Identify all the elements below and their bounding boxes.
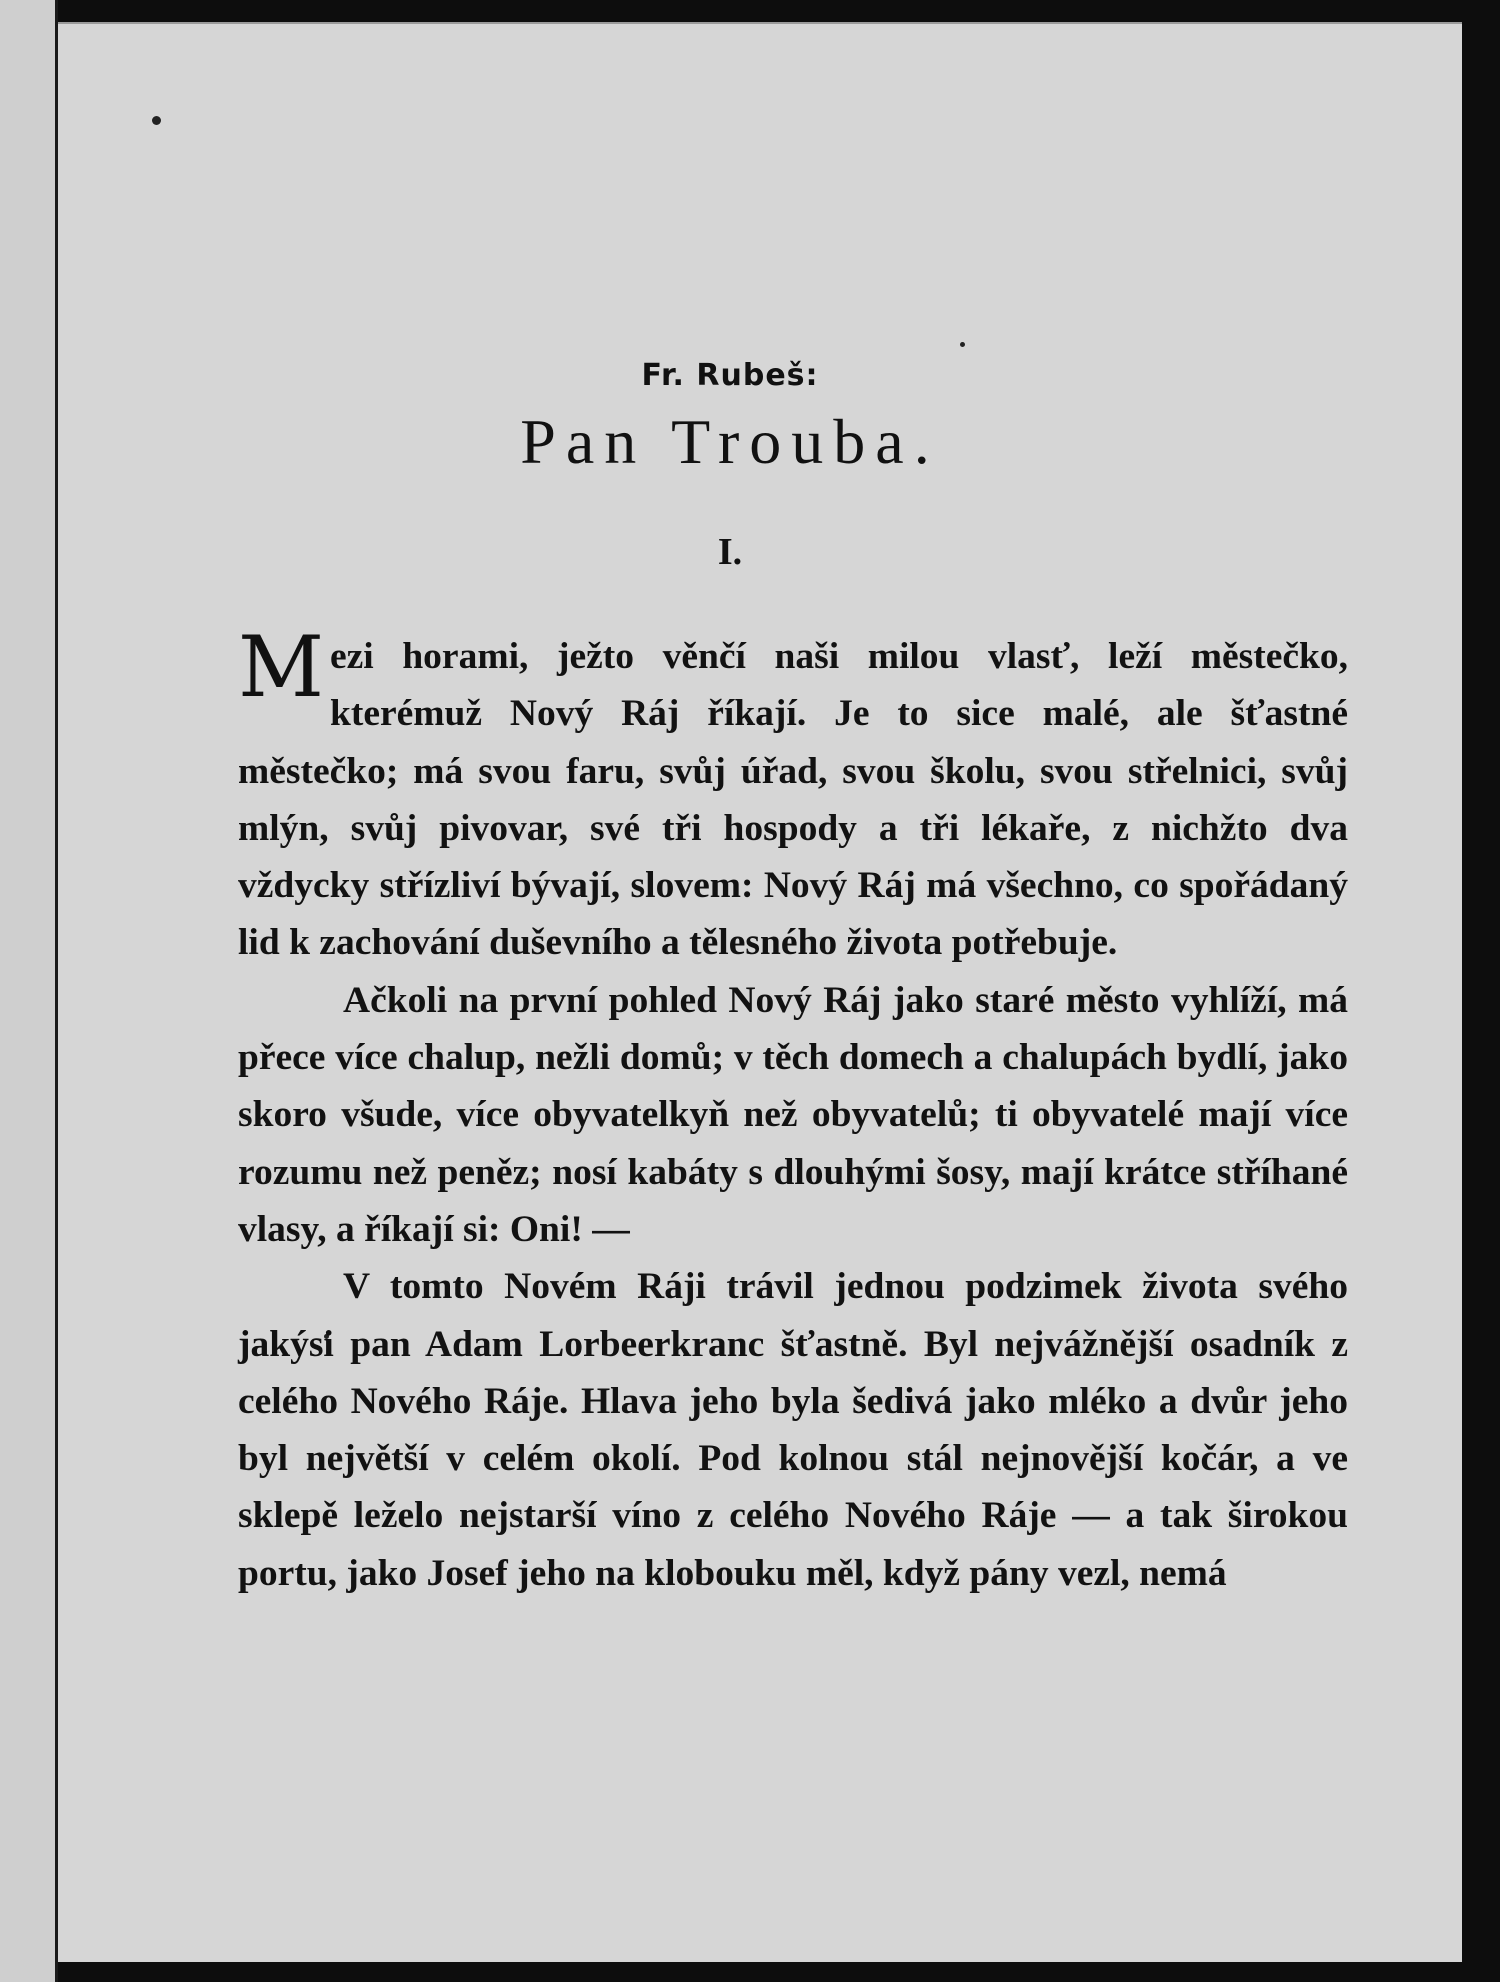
adjacent-page-edge [0, 0, 58, 1982]
paragraph-1-text: ezi horami, ježto věnčí naši milou vlasť, leží městečko, kterémuž Nový Ráj říkají. Je to sice malé, ale šťastné městečko; má svou faru, svůj úřad, svou školu, svou střelnici, svůj mlýn, svůj pivovar, své tři hospody a tři lékaře, z nichžto dva vždycky střízliví bývají, slovem: Nový Ráj má všechno, co spořádaný lid k zachování duševního a tělesného života potřebuje. [238, 636, 1348, 964]
paragraph-2: Ačkoli na první pohled Nový Ráj jako staré město vyhlíží, má přece více chalup, nežli domů; v těch domech a chalupách bydlí, jako skoro všude, více obyvatelkyň než obyvatelů; ti obyvatelé mají více rozumu než peněz; nosí kabáty s dlouhými šosy, mají krátce stříhané vlasy, a říkají si: Oni! — [238, 979, 1348, 1250]
page-title: Pan Trouba. [520, 406, 940, 477]
ink-speck [152, 116, 161, 125]
drop-cap: M [238, 618, 325, 716]
paragraph-3: V tomto Novém Ráji trávil jednou podzimek života svého jakýsi pan Adam Lorbeerkranc šťastně. Byl nejvážnější osadník z celého Nového Ráje. Hlava jeho byla šedivá jako mléko a dvůr jeho byl největší v celém okolí. Pod kolnou stál nejnovější kočár, a ve sklepě leželo nejstarší víno z celého Nového Ráje — a tak širokou portu, jako Josef jeho na klobouku měl, když pány vezl, nemá [238, 1266, 1348, 1594]
ink-speck [960, 342, 965, 347]
paragraph-1 [238, 618, 1348, 972]
body-text [238, 618, 1348, 1602]
author-line: Fr. Rubeš: [641, 358, 819, 393]
chapter-number: I. [717, 531, 743, 573]
